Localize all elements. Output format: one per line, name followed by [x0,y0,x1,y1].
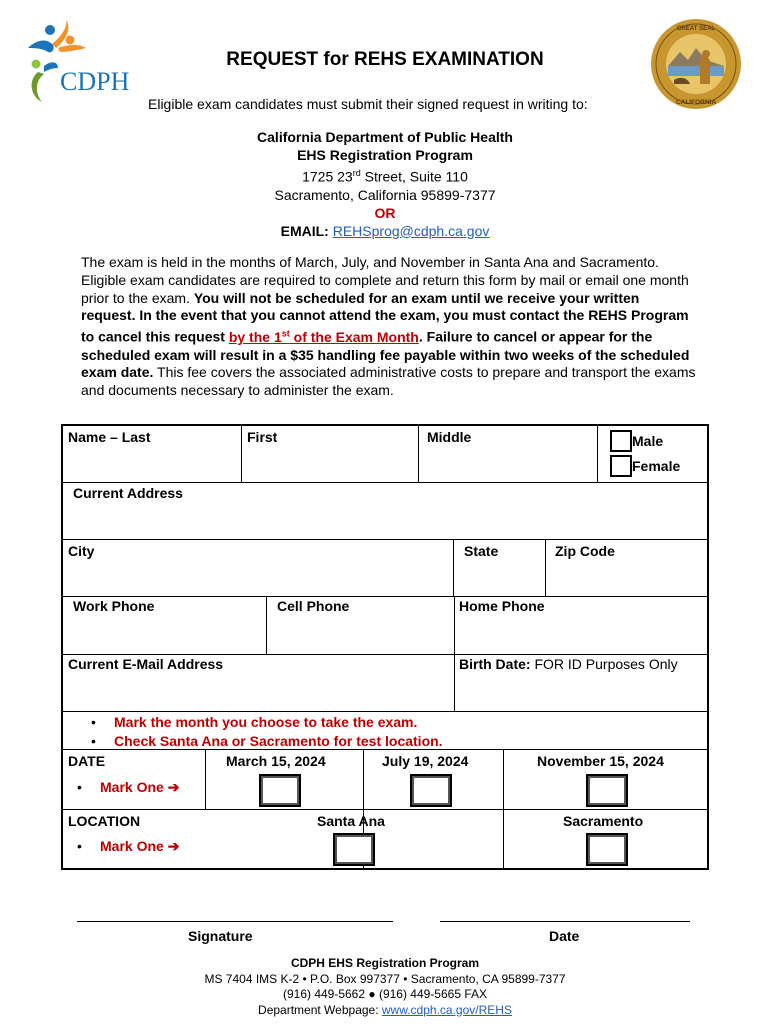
footer-webpage: Department Webpage: www.cdph.ca.gov/REHS [258,1002,512,1017]
work-phone-label: Work Phone [73,598,155,614]
date-sign-label: Date [549,928,580,944]
org-name: California Department of Public Health [257,129,513,145]
zip-code-label: Zip Code [555,543,615,559]
registration-form: Name – Last First Middle Male Female Current Address City State Zip Code Work Phone Cell Phone Home Phone Current E-Mail Address Birth Date: FOR ID Purposes Only • Mark the month you choose to take the exam. • Check Santa Ana or Sacramento for test location. DATE March 15, 2024 July 19, 2024 November 15, 2024 • Mark One ➔ LOCATION Santa Ana Sacramento • Mark One ➔ [61,424,709,870]
date-mark-one: Mark One ➔ [100,779,180,795]
middle-name-label: Middle [427,429,472,445]
sacramento-checkbox[interactable] [586,833,628,866]
date-july: July 19, 2024 [382,753,469,769]
footer-address: MS 7404 IMS K-2 • P.O. Box 997377 • Sacramento, CA 95899-7377 [204,971,566,986]
first-name-label: First [247,429,278,445]
svg-text:GREAT SEAL: GREAT SEAL [676,26,716,32]
or-text: OR [374,204,396,221]
male-checkbox[interactable] [610,430,632,452]
svg-text:CDPH: CDPH [60,67,130,96]
date-march: March 15, 2024 [226,753,326,769]
santa-ana-label: Santa Ana [317,813,385,829]
birth-date-label: Birth Date: FOR ID Purposes Only [459,656,678,672]
november-checkbox[interactable] [586,774,628,807]
month-instruction: Mark the month you choose to take the exam. [114,714,418,730]
march-checkbox[interactable] [259,774,301,807]
intro-text: Eligible exam candidates must submit their signed request in writing to: [148,96,588,112]
mailing-address [0,128,770,240]
page-title: REQUEST for REHS EXAMINATION [226,49,544,70]
signature-label: Signature [188,928,253,944]
date-november: November 15, 2024 [537,753,664,769]
name-last-label: Name – Last [68,429,151,445]
state-label: State [464,543,499,559]
svg-text:CALIFORNIA: CALIFORNIA [675,99,717,106]
email-line: EMAIL: REHSprog@cdph.ca.gov [280,222,490,239]
female-checkbox[interactable] [610,455,632,477]
footer-program: CDPH EHS Registration Program [290,956,480,970]
footer [0,956,770,1018]
instructions-paragraph: The exam is held in the months of March, July, and November in Santa Ana and Sacramento. Eligible exam candidates are required to complete and return this form by mail or email one month prior to the exam. You will not be scheduled for an exam until we receive your written request. In the event that you cannot attend the exam, you must contact the REHS Program to cancel this request by the 1st of the Exam Month. Failure to cancel or appear for the scheduled exam will result in a $35 handling fee payable within two weeks of the scheduled exam date. This fee covers the associated administrative costs to prepare and transport the exams and documents necessary to administer the exam. [81,254,696,399]
footer-phone: (916) 449-5662 ● (916) 449-5665 FAX [282,987,488,1001]
email-link[interactable]: REHSprog@cdph.ca.gov [332,222,490,239]
location-instruction: Check Santa Ana or Sacramento for test location. [114,733,443,749]
email-address-label: Current E-Mail Address [68,656,224,672]
sacramento-label: Sacramento [563,813,644,829]
location-mark-one: Mark One ➔ [100,838,180,854]
current-address-label: Current Address [73,485,183,501]
signature-line[interactable] [77,921,393,922]
program-name: EHS Registration Program [297,147,473,163]
female-label: Female [632,458,681,474]
street-line: 1725 23rd Street, Suite 110 [302,168,468,185]
male-label: Male [632,433,664,449]
date-line[interactable] [440,921,690,922]
city-label: City [68,543,95,559]
webpage-link[interactable]: www.cdph.ca.gov/REHS [381,1002,512,1017]
location-label: LOCATION [68,813,141,829]
date-label: DATE [68,753,106,769]
santa-ana-checkbox[interactable] [333,833,375,866]
home-phone-label: Home Phone [459,598,545,614]
city-line: Sacramento, California 95899-7377 [274,186,496,203]
july-checkbox[interactable] [410,774,452,807]
cell-phone-label: Cell Phone [277,598,350,614]
